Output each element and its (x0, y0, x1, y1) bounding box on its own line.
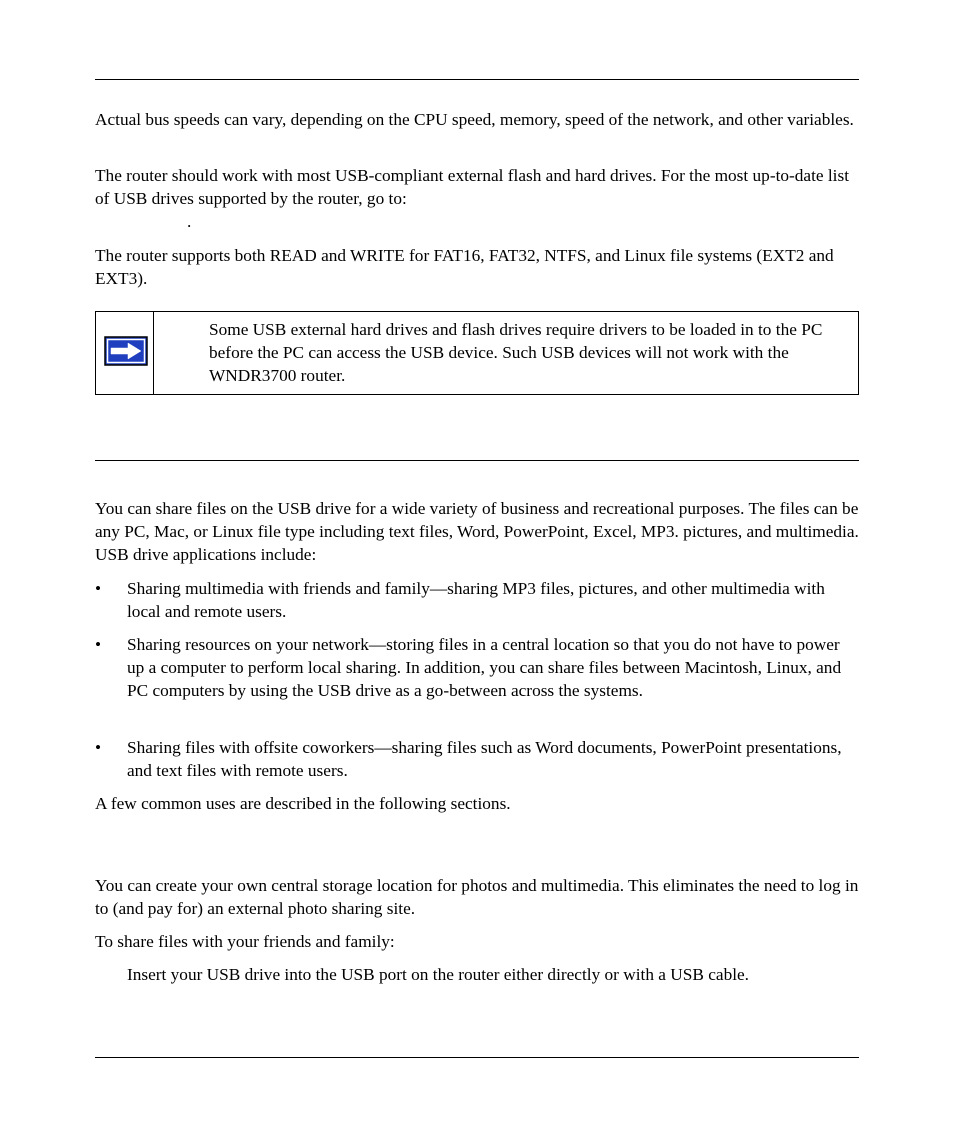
bullet-marker: • (95, 738, 102, 757)
note-text: Some USB external hard drives and flash drives require drivers to be loaded in to the PC before the PC can access the USB device. Such USB devices will not work with the WNDR3700 router. (209, 320, 823, 385)
arrow-right-icon (104, 336, 148, 366)
link-placeholder-period: . (187, 212, 192, 231)
bullet-text: Sharing resources on your network—storing files in a central location so that you do not have to power up a computer to perform local sharing. In addition, you can share files between Macintosh, Linux, and PC computers by using the USB drive as a go-between across the systems. (127, 635, 842, 700)
paragraph-share-intro: To share files with your friends and family: (95, 932, 395, 951)
top-rule (95, 79, 859, 80)
paragraph-share-files: You can share files on the USB drive for a wide variety of business and recreational purposes. The files can be any PC, Mac, or Linux file type including text files, Word, PowerPoint, Excel, MP3. pictures, and multimedia. USB drive applications include: (95, 499, 859, 564)
note-box (95, 311, 859, 395)
paragraph-common-uses: A few common uses are described in the following sections. (95, 794, 511, 813)
paragraph-central-storage: You can create your own central storage location for photos and multimedia. This eliminates the need to log in to (and pay for) an external photo sharing site. (95, 876, 859, 918)
step-item: Insert your USB drive into the USB port on the router either directly or with a USB cable. (127, 965, 749, 984)
bullet-marker: • (95, 579, 102, 598)
bottom-rule (95, 1057, 859, 1058)
paragraph-file-systems: The router supports both READ and WRITE for FAT16, FAT32, NTFS, and Linux file systems (EXT2 and EXT3). (95, 246, 834, 288)
bullet-text: Sharing files with offsite coworkers—sharing files such as Word documents, PowerPoint presentations, and text files with remote users. (127, 738, 842, 780)
section-rule (95, 460, 859, 461)
paragraph-bus-speeds: Actual bus speeds can vary, depending on the CPU speed, memory, speed of the network, and other variables. (95, 110, 854, 129)
note-icon-cell (96, 312, 154, 394)
paragraph-usb-compliance: The router should work with most USB-compliant external flash and hard drives. For the most up-to-date list of USB drives supported by the router, go to: (95, 166, 849, 208)
bullet-text: Sharing multimedia with friends and family—sharing MP3 files, pictures, and other multimedia with local and remote users. (127, 579, 825, 621)
bullet-marker: • (95, 635, 102, 654)
